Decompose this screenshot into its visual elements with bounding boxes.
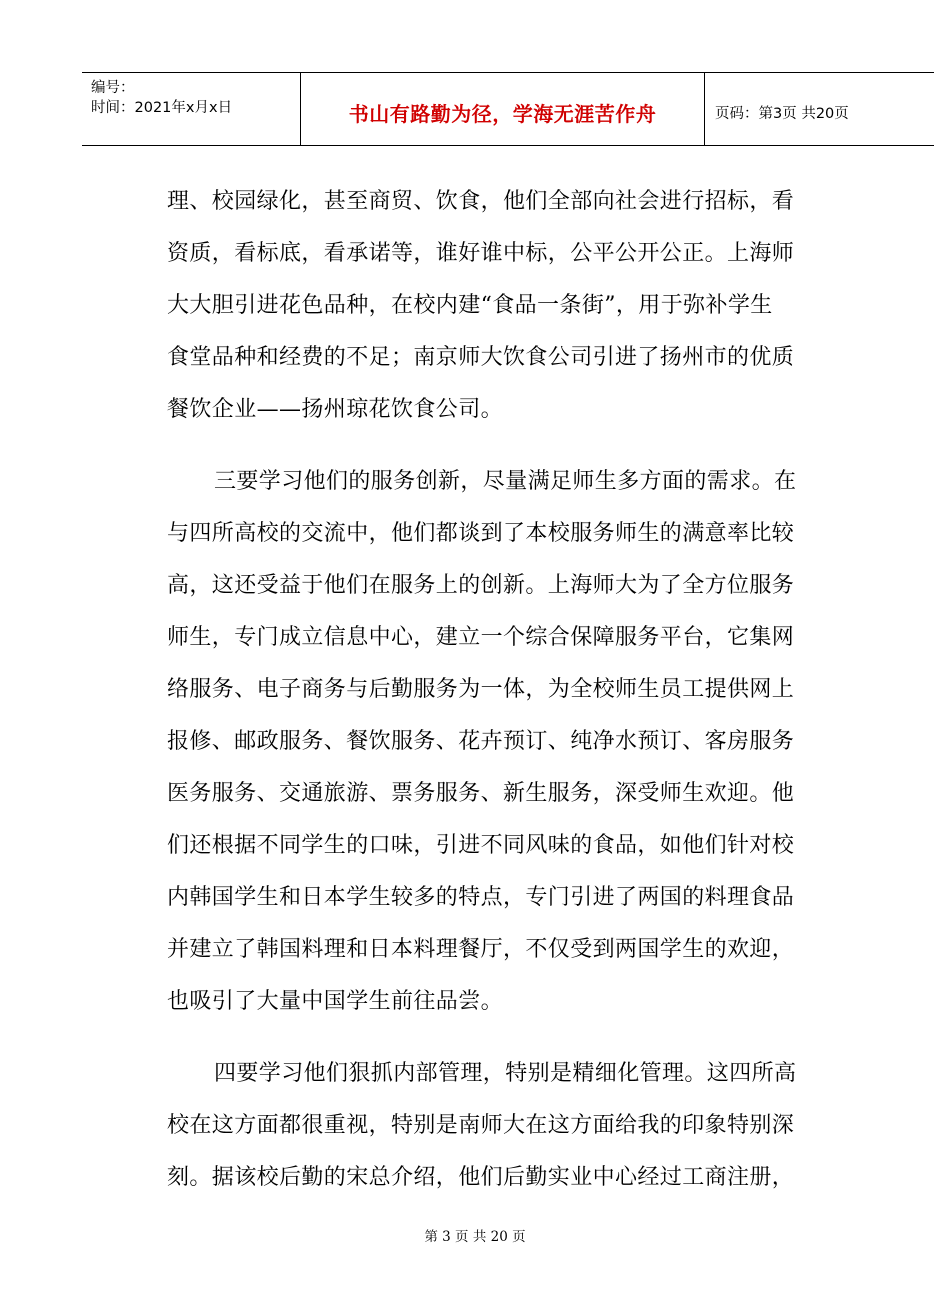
paragraph-gap bbox=[167, 436, 859, 456]
header-meta-cell bbox=[82, 73, 301, 145]
header-page-info: 页码：第3页 共20页 bbox=[715, 105, 849, 122]
paragraph-line: 与四所高校的交流中，他们都谈到了本校服务师生的满意率比较 bbox=[167, 521, 795, 546]
paragraph-line: 校在这方面都很重视，特别是南师大在这方面给我的印象特别深 bbox=[167, 1113, 795, 1138]
paragraph-line: 络服务、电子商务与后勤服务为一体，为全校师生员工提供网上 bbox=[167, 677, 795, 702]
document-number-label: 编号： bbox=[91, 80, 135, 96]
paragraph-line: 也吸引了大量中国学生前往品尝。 bbox=[167, 989, 504, 1014]
paragraph bbox=[167, 1048, 859, 1204]
paragraph-line: 报修、邮政服务、餐饮服务、花卉预订、纯净水预订、客房服务 bbox=[167, 729, 795, 754]
paragraph bbox=[167, 456, 859, 1028]
paragraph-line: 医务服务、交通旅游、票务服务、新生服务，深受师生欢迎。他 bbox=[167, 781, 795, 806]
page-footer: 第 3 页 共 20 页 bbox=[424, 1229, 526, 1245]
paragraph-line: 食堂品种和经费的不足；南京师大饮食公司引进了扬州市的优质 bbox=[167, 345, 795, 370]
document-header bbox=[82, 72, 934, 146]
header-motto: 书山有路勤为径，学海无涯苦作舟 bbox=[348, 101, 657, 126]
paragraph-gap bbox=[167, 1028, 859, 1048]
paragraph-line: 刻。据该校后勤的宋总介绍，他们后勤实业中心经过工商注册， bbox=[167, 1165, 795, 1190]
paragraph-line: 四要学习他们狠抓内部管理，特别是精细化管理。这四所高 bbox=[214, 1061, 797, 1086]
paragraph-line: 大大胆引进花色品种，在校内建“食品一条街”，用于弥补学生 bbox=[167, 293, 773, 318]
paragraph-line: 三要学习他们的服务创新，尽量满足师生多方面的需求。在 bbox=[214, 469, 797, 494]
paragraph-line: 并建立了韩国料理和日本料理餐厅，不仅受到两国学生的欢迎， bbox=[167, 937, 795, 962]
paragraph-line: 们还根据不同学生的口味，引进不同风味的食品，如他们针对校 bbox=[167, 833, 795, 858]
paragraph-line: 师生，专门成立信息中心，建立一个综合保障服务平台，它集网 bbox=[167, 625, 795, 650]
header-motto-cell bbox=[301, 73, 705, 145]
paragraph bbox=[167, 176, 859, 436]
document-body bbox=[167, 176, 859, 1204]
header-page-cell bbox=[705, 73, 934, 145]
paragraph-line: 资质，看标底，看承诺等，谁好谁中标，公平公开公正。上海师 bbox=[167, 241, 795, 266]
paragraph-line: 理、校园绿化，甚至商贸、饮食，他们全部向社会进行招标，看 bbox=[167, 189, 795, 214]
paragraph-line: 高，这还受益于他们在服务上的创新。上海师大为了全方位服务 bbox=[167, 573, 795, 598]
paragraph-line: 内韩国学生和日本学生较多的特点，专门引进了两国的料理食品 bbox=[167, 885, 795, 910]
paragraph-line: 餐饮企业——扬州琼花饮食公司。 bbox=[167, 397, 504, 422]
document-time-label: 时间：2021年x月x日 bbox=[91, 100, 233, 116]
